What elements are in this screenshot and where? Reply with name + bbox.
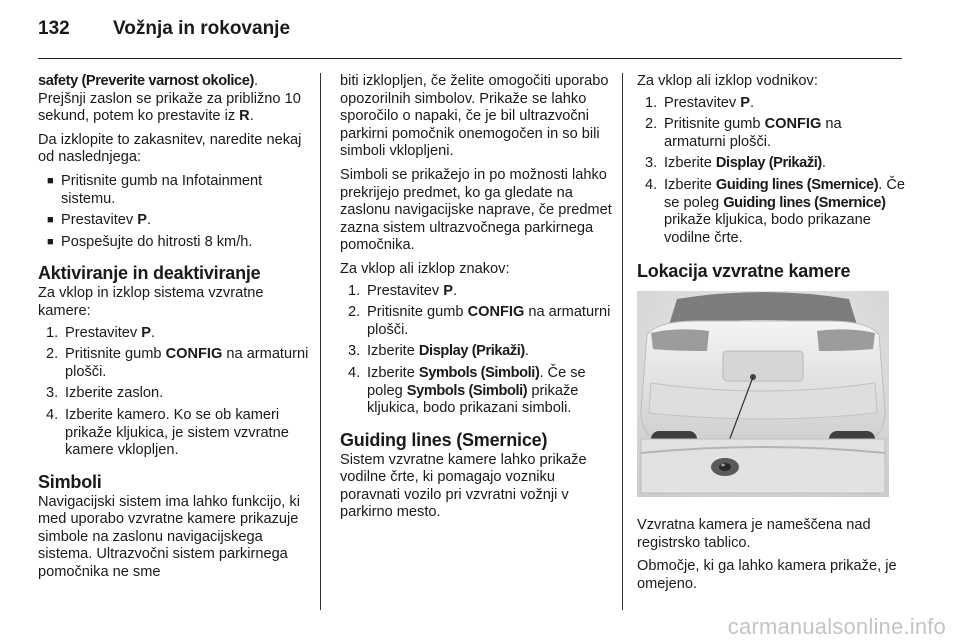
list-item bbox=[38, 325, 310, 343]
bullet-text: Pritisnite gumb na Infotainment sistemu. bbox=[61, 172, 263, 207]
step-bold: P bbox=[141, 324, 151, 341]
step-number: 3. bbox=[348, 343, 361, 360]
bullet-list bbox=[38, 173, 310, 251]
step-post: na armaturni plošči. bbox=[367, 304, 611, 338]
list-item bbox=[38, 407, 310, 460]
column-3 bbox=[637, 73, 907, 599]
step-bold: Guiding lines (Smernice) bbox=[715, 176, 879, 193]
step-bold-2: Guiding lines (Smernice) bbox=[723, 194, 886, 211]
step-number: 4. bbox=[348, 364, 361, 381]
step-text: Prestavitev bbox=[664, 94, 741, 111]
list-item bbox=[637, 155, 907, 173]
step-post: na armaturni plošči. bbox=[664, 116, 842, 150]
heading-activation: Aktiviranje in deaktiviranje bbox=[38, 263, 261, 284]
step-number: 4. bbox=[46, 406, 59, 423]
guide-steps bbox=[637, 95, 907, 248]
symbols-steps bbox=[340, 283, 612, 418]
step-text: Pritisnite gumb bbox=[65, 346, 166, 363]
step-bold: Display (Prikaži) bbox=[715, 155, 822, 172]
step-bold-2: Symbols (Simboli) bbox=[406, 382, 528, 399]
list-item bbox=[637, 95, 907, 113]
intro-bold: safety (Preverite varnost okolice) bbox=[38, 73, 254, 89]
step-post: . bbox=[821, 155, 826, 172]
step-text: Izberite bbox=[367, 343, 419, 360]
bullet-text: Pospešujte do hitrosti 8 km/h. bbox=[61, 233, 253, 250]
step-text: Pritisnite gumb bbox=[664, 116, 765, 133]
location-paragraph-2: Območje, ki ga lahko kamera prikaže, je omejeno. bbox=[637, 558, 897, 592]
activation-intro: Za vklop in izklop sistema vzvratne kamere: bbox=[38, 285, 264, 319]
list-item bbox=[38, 385, 310, 403]
step-bold: P bbox=[740, 94, 750, 111]
header-rule bbox=[38, 58, 902, 59]
step-post: . bbox=[749, 94, 755, 111]
bullet-square-icon: ■ bbox=[47, 214, 54, 227]
bullet-post: . bbox=[146, 212, 152, 229]
intro-end: . bbox=[249, 108, 254, 125]
column-divider-2 bbox=[622, 73, 623, 610]
column-2 bbox=[340, 73, 612, 528]
step-text: Izberite bbox=[664, 176, 716, 193]
intro-r: R bbox=[239, 108, 250, 125]
step-bold: CONFIG bbox=[467, 304, 525, 321]
step-post-2: prikaže kljukica, bodo prikazane vodilne črte. bbox=[664, 212, 871, 246]
list-item bbox=[340, 283, 612, 301]
step-bold: CONFIG bbox=[764, 116, 822, 133]
guiding-paragraph: Sistem vzvratne kamere lahko prikaže vodilne črte, ki pomagajo vozniku poravnati vozilo pri vzvratni vožnji v parkirno mesto. bbox=[340, 451, 587, 521]
list-item bbox=[38, 346, 310, 381]
step-text: Pritisnite gumb bbox=[367, 304, 468, 321]
step-bold: Symbols (Simboli) bbox=[418, 364, 540, 381]
step-post: . bbox=[150, 324, 156, 341]
step-number: 4. bbox=[645, 176, 658, 193]
list-item bbox=[340, 304, 612, 339]
deactivate-paragraph: Da izklopite to zakasnitev, naredite nekaj od naslednjega: bbox=[38, 131, 302, 166]
symbols-intro: Za vklop ali izklop znakov: bbox=[340, 260, 510, 277]
step-text: Prestavitev bbox=[367, 282, 444, 299]
step-number: 3. bbox=[645, 155, 658, 172]
step-post: . Če se poleg bbox=[664, 176, 905, 211]
step-bold: CONFIG bbox=[165, 346, 223, 363]
continued-paragraph: biti izklopljen, če želite omogočiti uporabo opozorilnih simbolov. Prikaže se lahko sporočilo o napaki, če je bil ultrazvočni parkirni pomočnik onemogočen in so bili simboli vklopljeni. bbox=[340, 73, 609, 160]
symbols-paragraph-2: Simboli se prikažejo in po možnosti lahko prekrijejo predmet, ko ga gledate na zaslonu navigacijske naprave, če predmet zazna sistem ultrazvočnega parkirnega pomočnika. bbox=[340, 166, 612, 254]
step-post: . Če se poleg bbox=[367, 364, 586, 399]
step-post-2: prikaže kljukica, bodo prikazani simboli. bbox=[367, 382, 579, 417]
step-post: na armaturni plošči. bbox=[65, 346, 309, 380]
intro-rest: . Prejšnji zaslon se prikaže za približno 10 sekund, potem ko prestavite iz bbox=[38, 73, 301, 125]
column-divider-1 bbox=[320, 73, 321, 610]
location-paragraph-1: Vzvratna kamera je nameščena nad registrsko tablico. bbox=[637, 516, 871, 551]
list-item bbox=[38, 234, 310, 252]
page-title: Vožnja in rokovanje bbox=[113, 18, 291, 39]
list-item bbox=[637, 116, 907, 151]
list-item bbox=[38, 212, 310, 230]
list-item bbox=[340, 365, 612, 418]
step-text: Izberite bbox=[367, 364, 419, 381]
column-1 bbox=[38, 73, 310, 588]
list-item bbox=[38, 173, 310, 208]
step-number: 2. bbox=[46, 346, 59, 363]
list-item bbox=[340, 343, 612, 361]
bullet-square-icon: ■ bbox=[47, 235, 54, 248]
step-number: 1. bbox=[46, 324, 59, 341]
step-number: 1. bbox=[645, 94, 658, 111]
step-number: 1. bbox=[348, 282, 361, 299]
page-number: 132 bbox=[38, 18, 70, 39]
step-text: Prestavitev bbox=[65, 324, 142, 341]
symbols-paragraph: Navigacijski sistem ima lahko funkcijo, ki med uporabo vzvratne kamere prikazuje simbole na zaslonu navigacijskega sistema. Ultrazvočni sistem parkirnega pomočnika ne sme bbox=[38, 493, 300, 581]
guide-intro: Za vklop ali izklop vodnikov: bbox=[637, 73, 818, 89]
step-bold: P bbox=[443, 282, 453, 299]
heading-guiding-lines: Guiding lines (Smernice) bbox=[340, 429, 548, 450]
step-post: . bbox=[452, 282, 458, 299]
bullet-text: Prestavitev bbox=[61, 212, 138, 229]
list-item bbox=[637, 177, 907, 247]
step-number: 3. bbox=[46, 385, 59, 402]
step-number: 2. bbox=[645, 116, 658, 133]
step-text: Izberite bbox=[664, 155, 716, 172]
heading-camera-location: Lokacija vzvratne kamere bbox=[637, 261, 851, 282]
step-text: Izberite zaslon. bbox=[65, 385, 164, 402]
step-number: 2. bbox=[348, 304, 361, 321]
heading-symbols: Simboli bbox=[38, 471, 102, 492]
step-post: . bbox=[524, 343, 529, 360]
step-text: Izberite kamero. Ko se ob kameri prikaže kljukica, je sistem vzvratne kamere vklopljen. bbox=[65, 406, 289, 459]
watermark: carmanualsonline.info bbox=[727, 614, 946, 639]
intro-paragraph bbox=[38, 73, 310, 126]
bullet-square-icon: ■ bbox=[47, 174, 54, 187]
rear-camera-image bbox=[637, 291, 889, 497]
activation-steps bbox=[38, 325, 310, 460]
page-header bbox=[38, 18, 902, 58]
step-bold: Display (Prikaži) bbox=[418, 343, 525, 360]
bullet-bold: P bbox=[137, 212, 147, 229]
